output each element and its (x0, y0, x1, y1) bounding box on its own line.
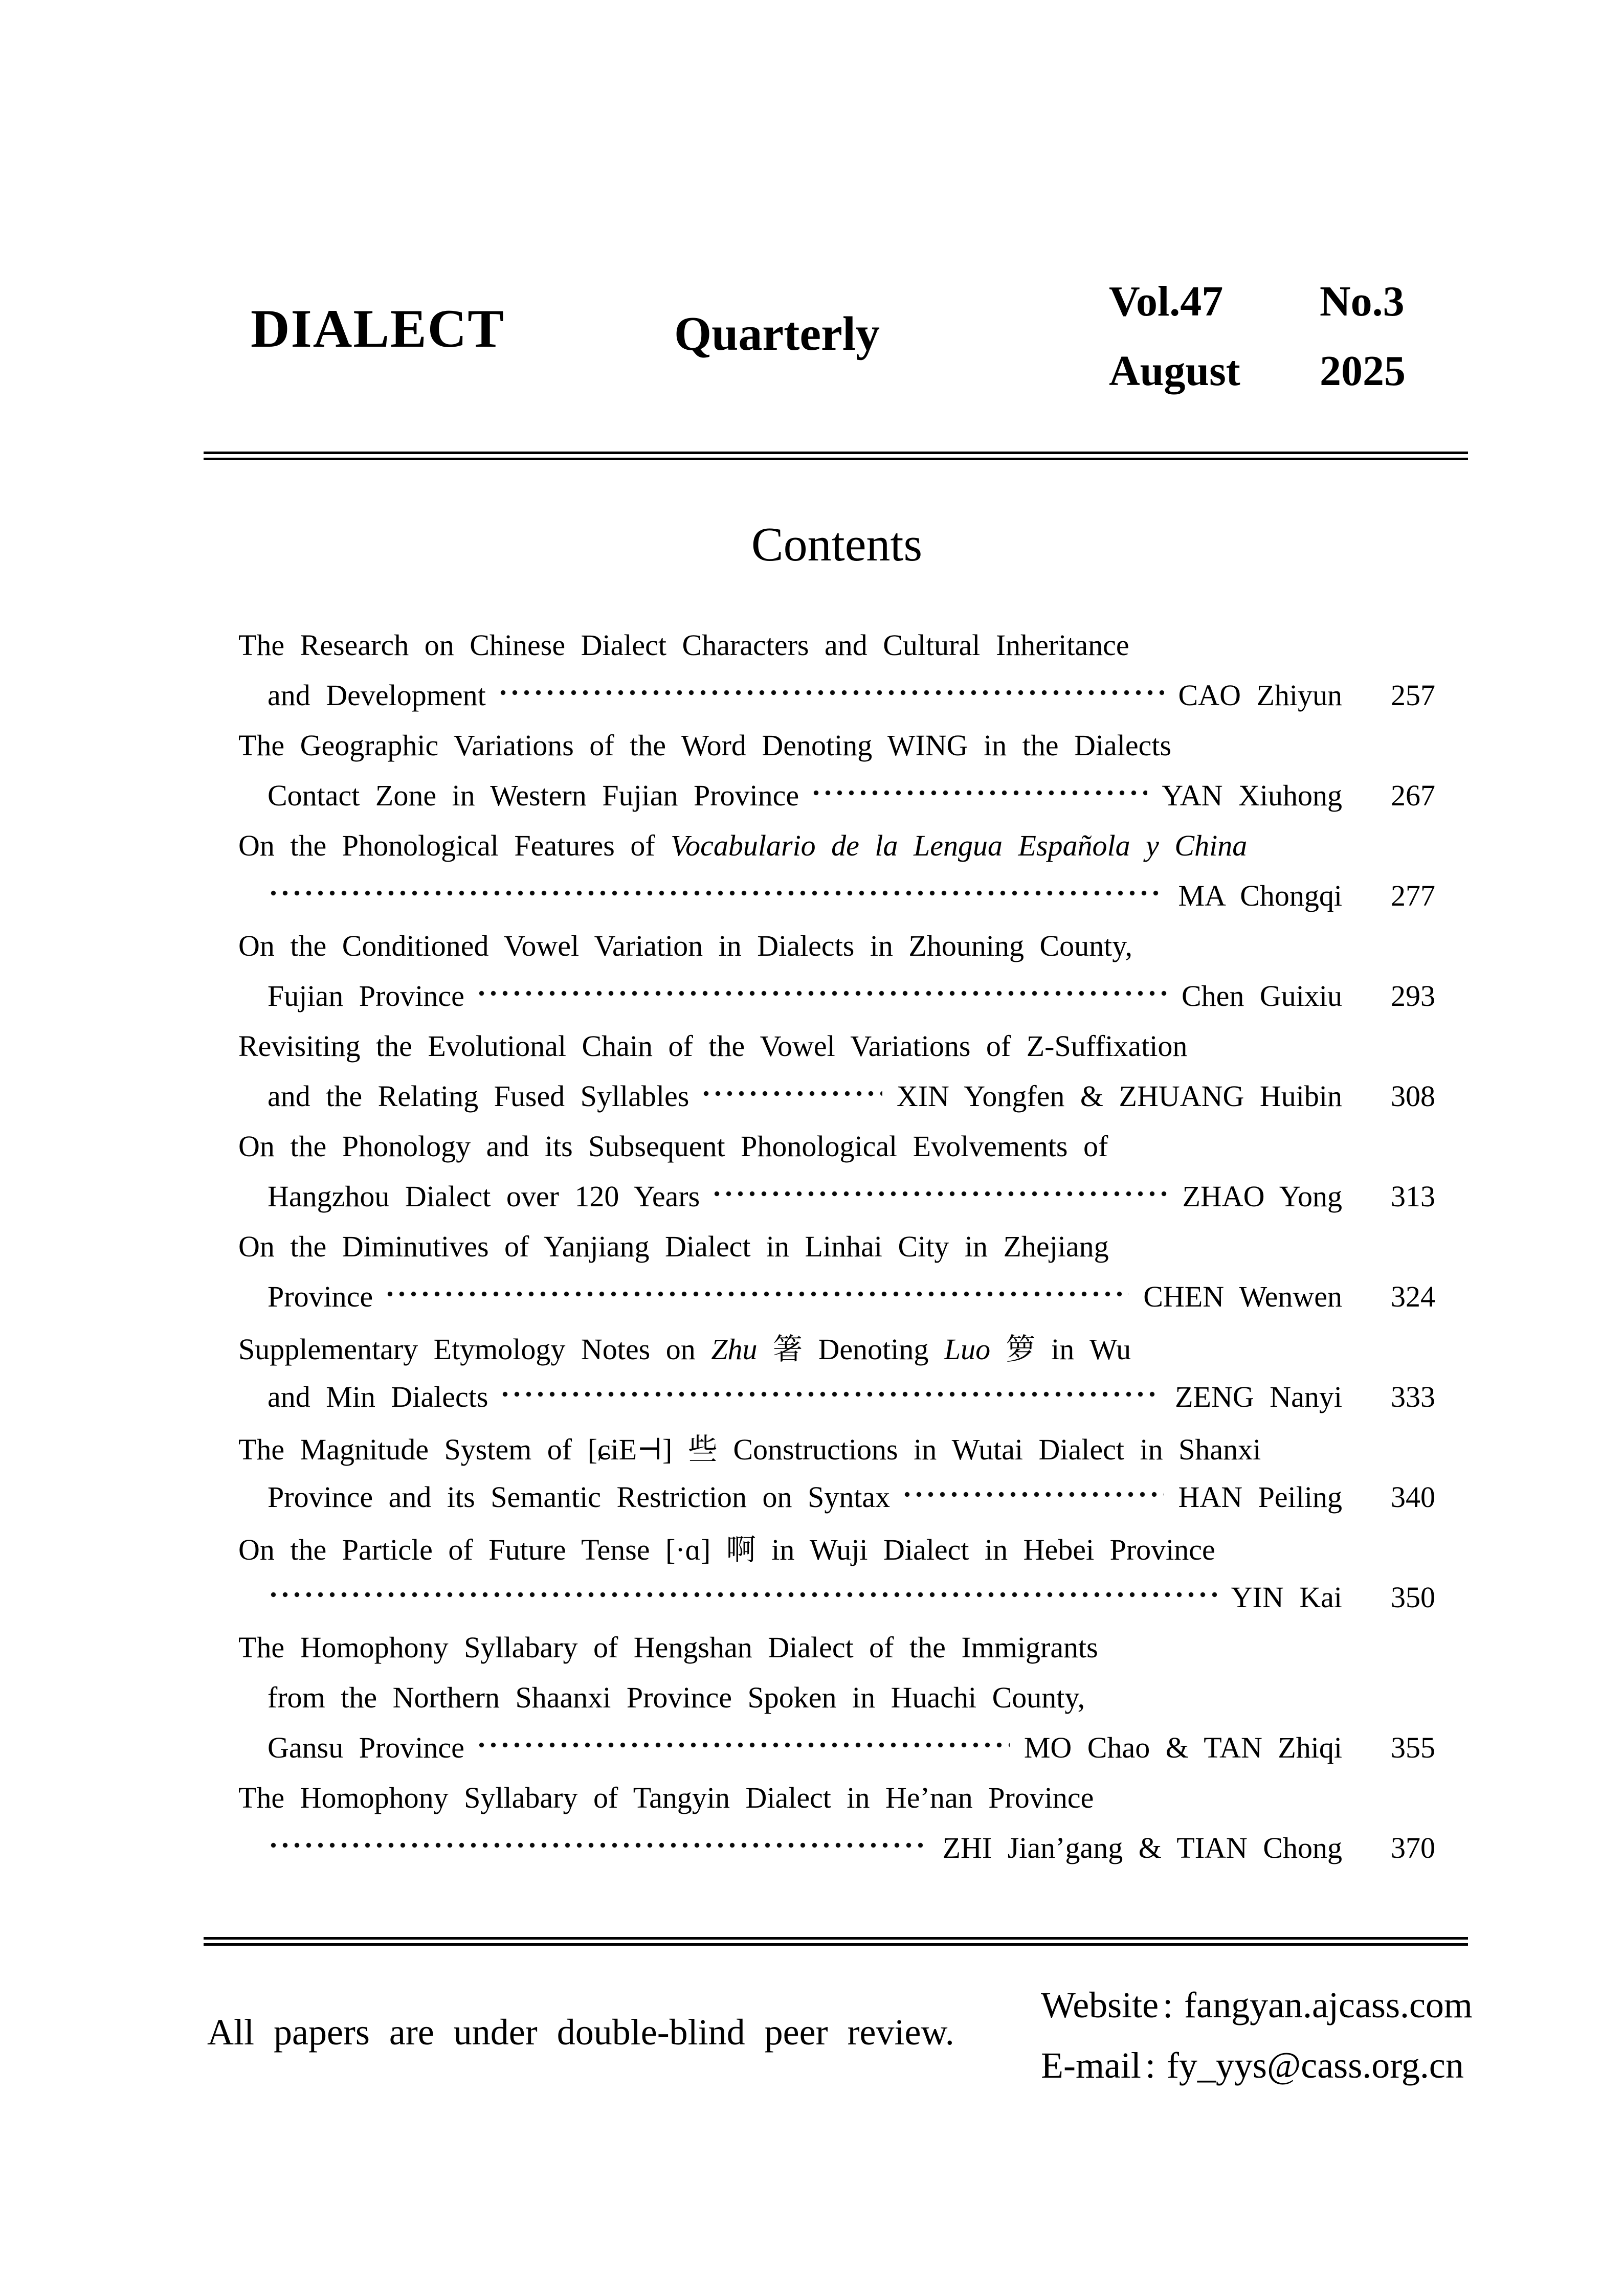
entry-title-segment: Gansu Province (268, 1730, 464, 1764)
entry-title-italic-segment: Vocabulario de la Lengua Española y China (671, 828, 1248, 862)
toc-line (238, 920, 1435, 971)
email-colon: : (1145, 2045, 1155, 2086)
toc-line (238, 620, 1435, 670)
entry-title-segment: 箸 Denoting (757, 1333, 944, 1366)
peer-review-note: All papers are under double-blind peer review. (207, 2012, 954, 2053)
entry-title-segment: from the Northern Shaanxi Province Spoken in Huachi County, (268, 1680, 1085, 1714)
dot-leader (476, 1722, 1010, 1772)
entry-title-text (268, 1680, 1085, 1715)
entry-authors: HAN Peiling (1178, 1480, 1342, 1514)
dot-leader (476, 971, 1167, 1021)
entry-title-text (268, 979, 464, 1013)
volume-issue-block (1109, 280, 1406, 393)
entry-title-text (238, 728, 1171, 762)
dot-leader (810, 770, 1147, 820)
website-colon: : (1163, 1985, 1173, 2025)
entry-title-text (238, 929, 1132, 963)
entry-page-number: 324 (1391, 1279, 1435, 1313)
toc-line (238, 870, 1435, 920)
journal-subtitle: Quarterly (674, 307, 880, 361)
entry-page-number: 340 (1391, 1480, 1435, 1514)
website-url: fangyan.ajcass.com (1184, 1985, 1473, 2025)
dot-leader (384, 1271, 1129, 1321)
entry-title-text (238, 1525, 1215, 1568)
entry-title-segment: Province and its Semantic Restriction on Syntax (268, 1480, 891, 1514)
entry-title-segment: Revisiting the Evolutional Chain of the Vowel Variations of Z-Suffixation (238, 1029, 1188, 1063)
toc-line (238, 1271, 1435, 1321)
dot-leader (700, 1071, 882, 1121)
entry-authors: ZHAO Yong (1182, 1179, 1342, 1213)
journal-title: DIALECT (251, 299, 505, 358)
entry-title-segment: and the Relating Fused Syllables (268, 1079, 689, 1113)
toc-line (238, 971, 1435, 1021)
entry-authors: ZENG Nanyi (1175, 1380, 1342, 1413)
entry-title-italic-segment: Luo (944, 1333, 991, 1366)
month: August (1109, 347, 1240, 395)
toc-line (238, 1171, 1435, 1221)
entry-title-segment: Fujian Province (268, 979, 464, 1012)
entry-title-text (238, 628, 1129, 662)
entry-title-text (268, 1730, 464, 1765)
entry-title-segment: The Magnitude System of [ɕiE⊣] 些 Constructions in Wutai Dialect in Shanxi (238, 1433, 1261, 1466)
toc-line (238, 770, 1435, 820)
entry-title-segment: The Research on Chinese Dialect Characters and Cultural Inheritance (238, 628, 1129, 662)
dot-leader (268, 1822, 928, 1873)
toc-line (238, 1572, 1435, 1622)
entry-title-segment: On the Phonological Features of (238, 828, 671, 862)
toc-line (238, 1772, 1435, 1822)
toc-line (238, 1321, 1435, 1371)
entry-page-number: 350 (1391, 1580, 1435, 1614)
entry-title-segment: and Min Dialects (268, 1380, 488, 1413)
entry-authors: CAO Zhiyun (1178, 678, 1342, 712)
toc-list (238, 620, 1435, 1873)
dot-leader (268, 1572, 1217, 1622)
entry-authors: XIN Yongfen & ZHUANG Huibin (896, 1079, 1342, 1113)
entry-title-text (238, 1425, 1261, 1468)
entry-page-number: 267 (1391, 778, 1435, 812)
entry-title-text (268, 678, 486, 712)
entry-title-segment: The Homophony Syllabary of Tangyin Dialect in He’nan Province (238, 1781, 1094, 1814)
toc-line (238, 1722, 1435, 1772)
entry-page-number: 355 (1391, 1730, 1435, 1764)
double-rule-top (204, 452, 1468, 460)
entry-authors: CHEN Wenwen (1143, 1279, 1342, 1313)
entry-title-text (268, 1380, 488, 1414)
entry-page-number: 308 (1391, 1079, 1435, 1113)
entry-page-number: 257 (1391, 678, 1435, 712)
entry-authors: MA Chongqi (1178, 879, 1342, 912)
entry-title-segment: On the Conditioned Vowel Variation in Dialects in Zhouning County, (238, 929, 1133, 962)
entry-authors: YIN Kai (1231, 1580, 1342, 1614)
entry-title-text (238, 1029, 1187, 1063)
entry-title-segment: On the Particle of Future Tense [·ɑ] 啊 in Wuji Dialect in Hebei Province (238, 1533, 1215, 1566)
entry-page-number: 370 (1391, 1831, 1435, 1864)
entry-authors: YAN Xiuhong (1162, 778, 1342, 812)
entry-title-segment: The Geographic Variations of the Word Denoting WING in the Dialects (238, 728, 1172, 762)
dot-leader (499, 1371, 1161, 1422)
entry-authors: Chen Guixiu (1181, 979, 1342, 1012)
toc-line (238, 1622, 1435, 1672)
entry-title-text (238, 1781, 1094, 1815)
entry-authors: MO Chao & TAN Zhiqi (1024, 1730, 1342, 1764)
dot-leader (901, 1472, 1164, 1522)
toc-line (238, 1071, 1435, 1121)
entry-page-number: 293 (1391, 979, 1435, 1012)
contents-heading: Contents (751, 518, 923, 571)
entry-title-text (268, 1279, 373, 1314)
entry-title-text (238, 1129, 1108, 1163)
website-line (1041, 1975, 1473, 2035)
toc-line (238, 720, 1435, 770)
toc-line (238, 1422, 1435, 1472)
website-label: Website (1041, 1985, 1159, 2025)
toc-line (238, 670, 1435, 720)
entry-title-text (238, 1325, 1131, 1368)
entry-authors: ZHI Jian’gang & TIAN Chong (942, 1831, 1342, 1864)
dot-leader (497, 670, 1164, 720)
entry-title-italic-segment: Zhu (711, 1333, 758, 1366)
entry-page-number: 313 (1391, 1179, 1435, 1213)
entry-title-text (268, 778, 799, 813)
entry-title-segment: Supplementary Etymology Notes on (238, 1333, 711, 1366)
toc-line (238, 1221, 1435, 1271)
dot-leader (711, 1171, 1168, 1221)
year: 2025 (1320, 347, 1406, 395)
entry-title-segment: 箩 in Wu (990, 1333, 1131, 1366)
toc-line (238, 1522, 1435, 1572)
toc-line (238, 1371, 1435, 1422)
entry-title-text (268, 1079, 689, 1113)
entry-title-segment: On the Phonology and its Subsequent Phonological Evolvements of (238, 1129, 1108, 1163)
entry-page-number: 277 (1391, 879, 1435, 912)
email-address: fy_yys@cass.org.cn (1166, 2045, 1464, 2086)
entry-title-segment: Hangzhou Dialect over 120 Years (268, 1179, 700, 1213)
toc-line (238, 820, 1435, 870)
toc-line (238, 1021, 1435, 1071)
entry-title-segment: On the Diminutives of Yanjiang Dialect in Linhai City in Zhejiang (238, 1229, 1109, 1263)
entry-title-segment: and Development (268, 678, 486, 712)
email-line (1041, 2035, 1473, 2096)
entry-title-segment: Contact Zone in Western Fujian Province (268, 778, 799, 812)
entry-title-text (238, 1229, 1109, 1264)
entry-title-text (268, 1179, 700, 1213)
entry-page-number: 333 (1391, 1380, 1435, 1413)
entry-title-segment: Province (268, 1279, 373, 1313)
issue-number: No.3 (1320, 278, 1405, 325)
toc-line (238, 1472, 1435, 1522)
contact-block (1041, 1975, 1473, 2096)
entry-title-text (238, 1630, 1098, 1664)
toc-line (238, 1672, 1435, 1722)
toc-line (238, 1822, 1435, 1873)
dot-leader (268, 870, 1164, 920)
toc-line (238, 1121, 1435, 1171)
entry-title-text (238, 828, 1247, 863)
entry-title-segment: The Homophony Syllabary of Hengshan Dialect of the Immigrants (238, 1630, 1098, 1664)
entry-title-text (268, 1480, 890, 1514)
volume: Vol.47 (1109, 278, 1223, 325)
double-rule-bottom (204, 1937, 1468, 1946)
email-label: E-mail (1041, 2045, 1141, 2086)
